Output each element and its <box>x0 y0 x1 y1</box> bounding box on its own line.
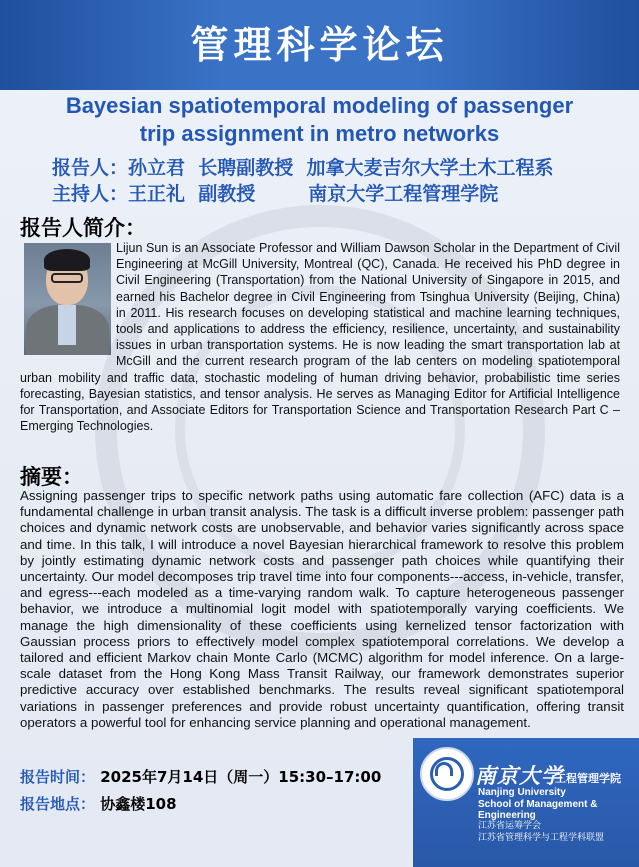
time-value: 2025年7月14日（周一）15:30–17:00 <box>100 768 382 786</box>
time-label: 报告时间： <box>20 768 96 786</box>
host-name: 王正礼 <box>128 183 186 205</box>
host-affiliation: 南京大学工程管理学院 <box>308 183 499 205</box>
host-row <box>52 179 498 206</box>
bio-text: Lijun Sun is an Associate Professor and William Dawson Scholar in the Department of Civil Engineering at McGill University, Montreal (QC), Canada. He received his PhD degree in Civil Engineering (Transportation) from the National University of Singapore in 2015, and earned his Bachelor degree in Civil Engineering from Tsinghua University (Beijing, China) in 2011. His research focuses on developing statistical and machine learning techniques, tools and applications to address the efficiency, resilience, uncertainty, and sustainability issues in urban transportation systems. He is now leading the smart transportation lab at McGill and the current research program of the lab centers on modeling spatiotemporal urban mobility and traffic data, stochastic modeling of human driving behavior, probabilistic time series forecasting, Bayesian statistics, and tensor analysis. He serves as Managing Editor for Artificial Intelligence for Transportation, and Associate Editors for Transportation Science and Transportation Research Part C – Emerging Technologies. <box>20 241 620 434</box>
speaker-name: 孙立君 <box>128 157 186 179</box>
speaker-row <box>52 153 554 180</box>
organizer-2: 江苏省管理科学与工程学科联盟 <box>478 833 605 843</box>
talk-title-line-1: Bayesian spatiotemporal modeling of passenger <box>65 93 574 118</box>
forum-title: 管理科学论坛 <box>190 22 449 67</box>
host-position: 副教授 <box>198 183 256 205</box>
abstract-heading: 摘要： <box>20 465 83 489</box>
organizer-1: 江苏省运筹学会 <box>478 821 542 831</box>
school-name-en: School of Management & Engineering <box>478 799 598 821</box>
university-logo-cn: 南京大学 <box>475 763 563 788</box>
school-name-cn: 工程管理学院 <box>555 772 621 785</box>
speaker-position: 长聘副教授 <box>198 157 294 179</box>
host-label: 主持人： <box>52 183 129 205</box>
place-label: 报告地点： <box>20 795 96 813</box>
abstract-paragraph: Assigning passenger trips to specific network paths using automatic fare collection (AFC) data is a fundamental challenge in urban transit analysis. The task is a difficult inverse problem: passenger path choices and dynamic network costs are unobservable, and behavior varies significantly across space and time. In this talk, I will introduce a novel Bayesian hierarchical framework to resolve this problem by jointly estimating dynamic network costs and passenger path choices while quantifying their uncertainty. Our model decomposes trip travel time into four components---access, in-vehicle, transfer, and egress---each modeled as a time-varying random walk. To capture heterogeneous passenger behavior, we introduce a multinomial logit model with spatiotemporally varying coefficients. We manage the high dimensionality of these coefficients using kernelized tensor factorization with Gaussian process priors to effectively model complex spatiotemporal correlations. We develop a tailored and efficient Markov chain Monte Carlo (MCMC) algorithm for model inference. On a large-scale dataset from the Hong Kong Mass Transit Railway, our framework demonstrates superior predictive accuracy over established benchmarks. The results reveal significant spatiotemporal variations in passenger preferences and provide robust uncertainty quantification, offering transit operators a powerful tool for enhancing service planning and operational management. <box>20 488 624 730</box>
time-row <box>20 766 381 787</box>
talk-title <box>20 92 619 148</box>
place-value: 协鑫楼108 <box>100 795 177 813</box>
bio-heading: 报告人简介： <box>20 216 146 240</box>
university-name-en: Nanjing University <box>478 787 566 798</box>
place-row <box>20 793 177 814</box>
university-seal-icon <box>420 747 474 801</box>
speaker-affiliation: 加拿大麦吉尔大学土木工程系 <box>306 157 554 179</box>
talk-title-line-2: trip assignment in metro networks <box>139 121 500 146</box>
bio-paragraph <box>20 240 620 434</box>
speaker-label: 报告人： <box>52 157 129 179</box>
header-banner <box>0 0 639 90</box>
